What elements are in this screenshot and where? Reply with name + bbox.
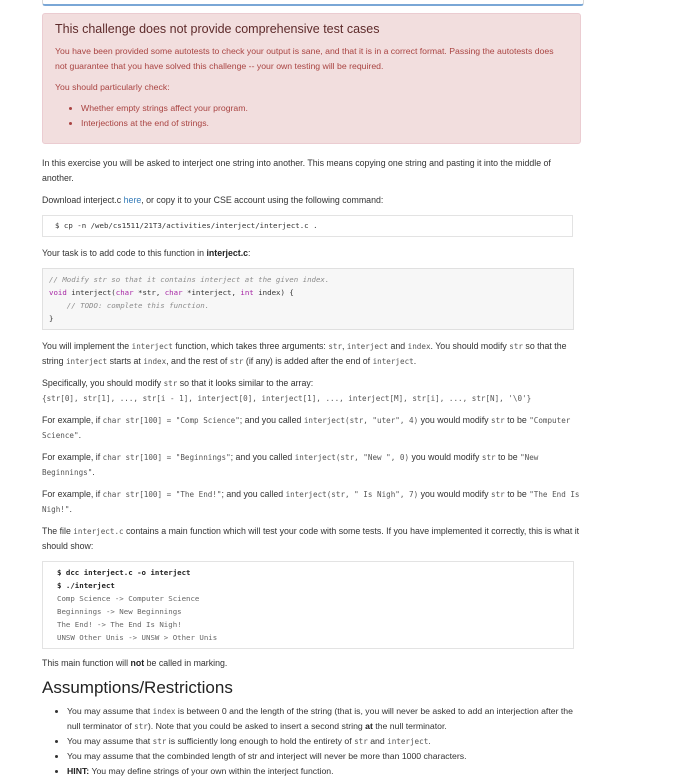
example-1: For example, if char str[100] = "Comp Science"; and you called interject(str, "uter", 4) you would modify str to be "Computer Science". [42, 415, 571, 440]
function-code-block: // Modify str so that it contains interject at the given index. void interject(char *str, char *interject, int index) { // TODO: complete this function. } [42, 268, 574, 330]
assumptions-list [42, 704, 582, 779]
alert-title: This challenge does not provide comprehensive test cases [55, 22, 380, 36]
alert-check-text: You should particularly check: [55, 82, 170, 92]
code-comment: // Modify str so that it contains interject at the given index. [49, 275, 330, 284]
exercise-content [42, 156, 582, 779]
assumptions-heading: Assumptions/Restrictions [42, 678, 233, 697]
alert-item: • Whether empty strings affect your program. [81, 101, 568, 116]
code-todo: // TODO: complete this function. [49, 301, 210, 310]
example-3: For example, if char str[100] = "The End!"; and you called interject(str, " Is Nigh", 7) you would modify str to be "The End Is Nigh!". [42, 489, 580, 514]
intro-paragraph: In this exercise you will be asked to interject one string into another. This means copying one string and pasting it into the middle of another. [42, 158, 551, 183]
task-file: interject.c [206, 248, 249, 258]
alert-item: • Interjections at the end of strings. [81, 116, 568, 131]
task-paragraph: Your task is to add code to this function in interject.c: [42, 248, 251, 258]
assumption-item: • You may assume that str is sufficiently long enough to hold the entirety of str and interject. [67, 734, 582, 749]
warning-alert [42, 13, 581, 144]
specific-paragraph: Specifically, you should modify str so that it looks similar to the array: {str[0], str[1], ..., str[i - 1], interject[0], interject[1], ..., interject[M], str[i], ..., str[N], '\0'} [42, 378, 532, 403]
alert-text: You have been provided some autotests to check your output is sane, and that it is in a correct format. Passing the autotests does not guarantee that you have solved this challenge -- your own testing will be required. [55, 46, 554, 71]
example-2: For example, if char str[100] = "Beginnings"; and you called interject(str, "New ", 0) you would modify str to be "New Beginnings". [42, 452, 539, 477]
array-layout: {str[0], str[1], ..., str[i - 1], interject[0], interject[1], ..., interject[M], str[i], ..., str[N], '\0'} [42, 394, 532, 403]
top-panel-edge [42, 0, 584, 6]
assumption-item: • You may assume that the combinded length of str and interject will never be more than 1000 characters. [67, 749, 582, 764]
expected-output-block: $ dcc interject.c -o interject $ ./interject Comp Science -> Computer Science Beginnings -> New Beginnings The End! -> The End Is Nigh! UNSW Other Unis -> UNSW > Other Unis [42, 561, 574, 649]
copy-command: $ cp -n /web/cs1511/21T3/activities/interject/interject.c . [42, 215, 573, 237]
assumption-item: • You may assume that index is between 0 and the length of the string (that is, you will never be asked to add an interjection after the null terminator of str). Note that you could be asked to insert a second string at the null terminator. [67, 704, 582, 734]
file-info-paragraph: The file interject.c contains a main function which will test your code with some tests. If you have implemented it correctly, this is what it should show: [42, 526, 580, 551]
marking-note: This main function will not be called in marking. [42, 658, 228, 668]
assumption-item: • HINT: You may define strings of your own within the interject function. [67, 764, 582, 779]
download-paragraph: Download interject.c here, or copy it to your CSE account using the following command: [42, 195, 384, 205]
implement-paragraph: You will implement the interject function, which takes three arguments: str, interject and index. You should modify str so that the string interject starts at index, and the rest of str (if any) is added after the end of interject. [42, 341, 567, 366]
download-link[interactable]: here [123, 195, 142, 205]
alert-list [55, 101, 568, 131]
